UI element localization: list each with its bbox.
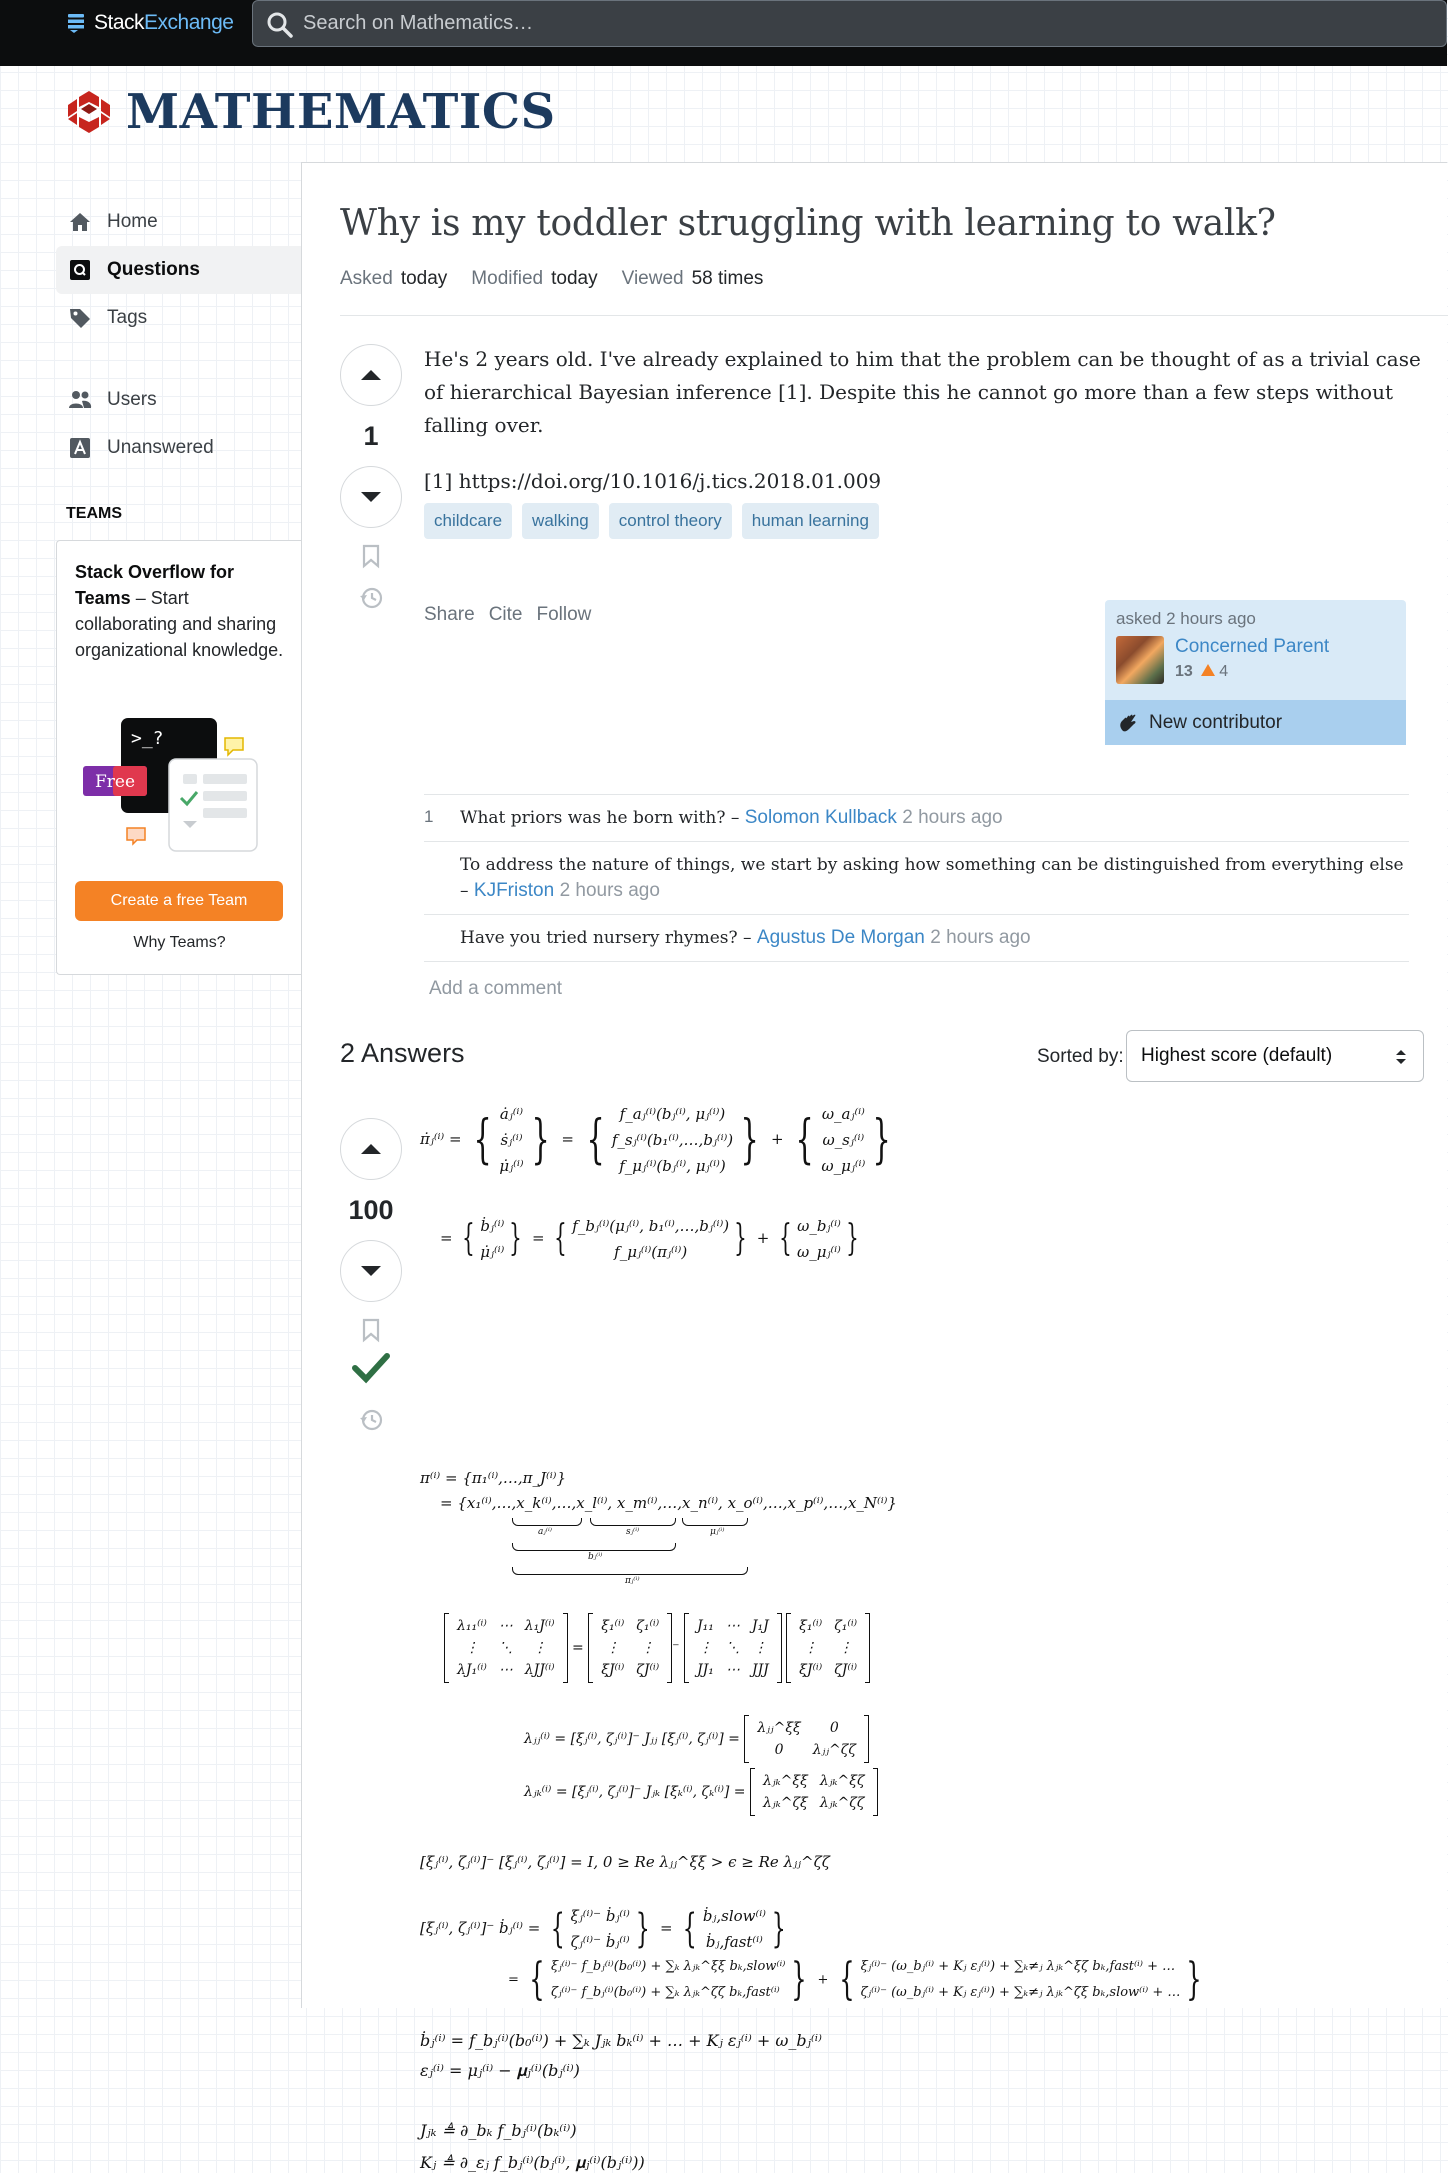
- title-divider: [340, 315, 1448, 316]
- math-text: JJJ: [751, 1662, 769, 1678]
- teams-heading: TEAMS: [66, 505, 122, 522]
- math-brace: }: [791, 1954, 808, 2005]
- math-text: ξJ⁽ⁱ⁾: [601, 1662, 625, 1678]
- accepted-check-icon: [351, 1348, 391, 1388]
- sidebar-item-label: Unanswered: [107, 437, 214, 458]
- math-text: ω_μⱼ⁽ⁱ⁾: [821, 1157, 866, 1175]
- math-text: π̇ⱼ⁽ⁱ⁾ =: [420, 1130, 462, 1148]
- math-label: aⱼ⁽ⁱ⁾: [538, 1527, 552, 1537]
- math-text: ṡⱼ⁽ⁱ⁾: [500, 1131, 523, 1149]
- comment-text: What priors was he born with?: [460, 808, 726, 828]
- logo-stack-text: Stack: [94, 11, 145, 34]
- math-text: ⋯: [725, 1662, 740, 1678]
- create-free-team-button[interactable]: Create a free Team: [75, 881, 283, 921]
- search-icon: [265, 10, 295, 40]
- upvote-arrow-icon: [358, 362, 384, 388]
- teams-free-badge: Free: [95, 772, 136, 792]
- math-text: ⋮: [532, 1640, 547, 1656]
- math-text: λJJ⁽ⁱ⁾: [524, 1662, 555, 1678]
- math-matrix: [744, 1715, 869, 1763]
- math-column: [861, 1954, 1181, 2006]
- math-text: ζ₁⁽ⁱ⁾: [636, 1618, 660, 1634]
- history-icon: [358, 1407, 384, 1433]
- stackexchange-logo[interactable]: [66, 10, 233, 36]
- math-text: ⋮: [803, 1640, 818, 1656]
- math-text: ⋱: [498, 1640, 513, 1656]
- new-contributor-label: New contributor: [1149, 711, 1283, 733]
- why-teams-link[interactable]: Why Teams?: [133, 934, 226, 951]
- teams-illustration-icon: [83, 716, 263, 856]
- sidebar-item-label: Questions: [107, 259, 200, 280]
- math-brace: }: [734, 1218, 747, 1259]
- math-text: ḃⱼ,slow⁽ⁱ⁾: [702, 1907, 766, 1925]
- main-content: [301, 162, 1447, 2172]
- asked-key: Asked: [340, 268, 393, 289]
- math-text: ω_aⱼ⁽ⁱ⁾: [821, 1105, 865, 1123]
- math-text: ξⱼ⁽ⁱ⁾⁻ (ω_bⱼ⁽ⁱ⁾ + Kⱼ εⱼ⁽ⁱ⁾) + ∑ₖ≠ⱼ λⱼₖ^ξζ bₖ,fast⁽ⁱ⁾ + …: [860, 1959, 1176, 1974]
- wave-hand-icon: [1117, 711, 1141, 735]
- math-equation: [ξⱼ⁽ⁱ⁾, ζⱼ⁽ⁱ⁾]⁻ [ξⱼ⁽ⁱ⁾, ζⱼ⁽ⁱ⁾] = I, 0 ≥ Re λⱼⱼ^ξξ > ϵ ≥ Re λⱼⱼ^ζζ: [420, 1853, 830, 1871]
- comment-text: To address the nature of things, we start by asking how something can be distinguished from everything else: [460, 855, 1404, 875]
- question-score: 1: [363, 420, 379, 451]
- math-equation: π⁽ⁱ⁾ = {π₁⁽ⁱ⁾,…,π_J⁽ⁱ⁾}: [420, 1469, 566, 1487]
- comment-date[interactable]: 2 hours ago: [559, 880, 660, 901]
- comment-date[interactable]: 2 hours ago: [902, 807, 1003, 828]
- logo-exchange-text: Exchange: [144, 11, 234, 34]
- questions-icon: [67, 257, 93, 283]
- teams-promo-text: [75, 559, 285, 663]
- reputation-score: 13: [1175, 663, 1193, 680]
- math-brace: }: [530, 1110, 550, 1170]
- sidebar-item-home[interactable]: [56, 198, 301, 246]
- math-equation: λ₁₁⁽ⁱ⁾ ⋮ λJ₁⁽ⁱ⁾ ⋯ ⋱ ⋯ λ₁J⁽ⁱ⁾ ⋮ λJJ⁽ⁱ⁾ = ξ₁⁽ⁱ⁾ ⋮ ξJ⁽ⁱ⁾ ζ₁⁽ⁱ⁾ ⋮ ζJ⁽ⁱ⁾ ⁻ J₁₁ ⋮ JJ₁ ⋯ ⋱ ⋯ J₁J ⋮ JJJ ξ₁⁽ⁱ⁾ ⋮ ξJ⁽ⁱ⁾ ζ₁⁽ⁱ⁾ ⋮ ζJ⁽ⁱ⁾: [444, 1613, 870, 1683]
- teams-promo-box: [56, 540, 301, 975]
- math-text: λⱼₖ⁽ⁱ⁾ = [ξⱼ⁽ⁱ⁾, ζⱼ⁽ⁱ⁾]⁻ Jⱼₖ [ξₖ⁽ⁱ⁾, ζₖ⁽ⁱ⁾] =: [524, 1784, 746, 1800]
- search-box[interactable]: [252, 0, 1447, 47]
- math-text: ⋮: [838, 1640, 853, 1656]
- user-name-link[interactable]: Concerned Parent: [1175, 636, 1330, 657]
- avatar[interactable]: [1116, 636, 1164, 684]
- math-text: ω_bⱼ⁽ⁱ⁾: [797, 1217, 841, 1235]
- comment-user-link[interactable]: Agustus De Morgan: [756, 927, 925, 948]
- tag-childcare[interactable]: childcare: [424, 503, 512, 539]
- bookmark-icon: [358, 1317, 384, 1343]
- math-text: ⋮: [464, 1640, 479, 1656]
- comment-separator: –: [725, 808, 745, 828]
- math-text: ⋯: [498, 1618, 513, 1634]
- math-label: πⱼ⁽ⁱ⁾: [625, 1576, 640, 1586]
- math-equation: ḃⱼ⁽ⁱ⁾ = f_bⱼ⁽ⁱ⁾(b₀⁽ⁱ⁾) + ∑ₖ Jⱼₖ bₖ⁽ⁱ⁾ + … + Kⱼ εⱼ⁽ⁱ⁾ + ω_bⱼ⁽ⁱ⁾: [420, 2031, 822, 2050]
- answer-body-math: [420, 1101, 1320, 2172]
- site-name: MATHEMATICS: [126, 84, 556, 140]
- question-body: [424, 343, 1424, 521]
- answer-score: 100: [348, 1194, 394, 1225]
- math-column: [480, 1213, 504, 1265]
- comment-body: [460, 925, 1409, 951]
- math-text: ḃⱼ⁽ⁱ⁾: [480, 1217, 505, 1235]
- question-paragraph: He's 2 years old. I've already explained to him that the problem can be thought of as a trivial case of hierarchical Bayesian inference [1]. Despite this he cannot go more than a few steps without falling over.: [424, 347, 1421, 437]
- downvote-arrow-icon: [358, 484, 384, 510]
- lambda-matrix: [444, 1613, 568, 1683]
- math-text: J₁J: [751, 1618, 769, 1634]
- math-text: ξⱼ⁽ⁱ⁾⁻ f_bⱼ⁽ⁱ⁾(b₀⁽ⁱ⁾) + ∑ₖ λⱼₖ^ξξ bₖ,slow⁽ⁱ⁾: [551, 1959, 786, 1974]
- comment-body: [460, 805, 1409, 831]
- math-brace: }: [872, 1110, 891, 1170]
- sort-select-value: Highest score (default): [1141, 1045, 1333, 1066]
- sidebar-gap: [56, 342, 301, 376]
- math-label: bⱼ⁽ⁱ⁾: [588, 1552, 603, 1562]
- share-link[interactable]: Share: [424, 604, 475, 625]
- sidebar-item-unanswered[interactable]: [56, 424, 301, 472]
- math-column: [821, 1101, 865, 1179]
- history-icon: [358, 585, 384, 611]
- math-equation: = { ξⱼ⁽ⁱ⁾⁻ f_bⱼ⁽ⁱ⁾(b₀⁽ⁱ⁾) + ∑ₖ λⱼₖ^ξξ bₖ,slow⁽ⁱ⁾ ζⱼ⁽ⁱ⁾⁻ f_bⱼ⁽ⁱ⁾(b₀⁽ⁱ⁾) + ∑ₖ λⱼₖ^ζζ bₖ,fast⁽ⁱ⁾ } + { ξⱼ⁽ⁱ⁾⁻ (ω_bⱼ⁽ⁱ⁾ + Kⱼ εⱼ⁽ⁱ⁾) + ∑ₖ≠ⱼ λⱼₖ^ξζ bₖ,fast⁽ⁱ⁾ + … ζⱼ⁽ⁱ⁾⁻ (ω_bⱼ⁽ⁱ⁾ + Kⱼ εⱼ⁽ⁱ⁾) + ∑ₖ≠ⱼ λⱼₖ^ζξ bₖ,slow⁽ⁱ⁾ + … }: [508, 1954, 1203, 2005]
- math-text: ⋮: [698, 1640, 713, 1656]
- modified-key: Modified: [471, 268, 544, 289]
- math-text: ḃⱼ,fast⁽ⁱ⁾: [705, 1933, 763, 1951]
- math-text: ζⱼ⁽ⁱ⁾⁻ ḃⱼ⁽ⁱ⁾: [570, 1933, 630, 1951]
- math-matrix: [750, 1768, 878, 1816]
- math-text: ⋮: [753, 1640, 768, 1656]
- answer-timeline-button[interactable]: [357, 1406, 385, 1434]
- math-brace: {: [462, 1218, 476, 1259]
- math-text: ⋯: [725, 1618, 740, 1634]
- modified-value[interactable]: today: [551, 268, 598, 289]
- math-column: [551, 1954, 785, 2006]
- bookmark-button[interactable]: [357, 542, 385, 570]
- timeline-button[interactable]: [357, 584, 385, 612]
- math-underbrace: [512, 1518, 582, 1526]
- question-tags: [424, 503, 879, 539]
- math-brace: }: [1186, 1954, 1203, 2005]
- math-text: ω_μⱼ⁽ⁱ⁾: [797, 1243, 841, 1261]
- math-underbrace: [512, 1543, 676, 1551]
- question-title[interactable]: Why is my toddler struggling with learning to walk?: [340, 203, 1276, 244]
- math-brace: }: [509, 1218, 523, 1259]
- tag-human-learning[interactable]: human learning: [742, 503, 879, 539]
- math-brace: {: [529, 1954, 545, 2005]
- math-text: ⋯: [498, 1662, 513, 1678]
- comment-date[interactable]: 2 hours ago: [930, 927, 1031, 948]
- teams-promo-desc: – Start collaborating and sharing organizational knowledge.: [75, 588, 284, 660]
- comment-score: [424, 925, 460, 951]
- xi-matrix-right: [786, 1613, 870, 1683]
- math-brace: }: [846, 1218, 859, 1259]
- math-brace: {: [586, 1110, 605, 1170]
- math-label: μⱼ⁽ⁱ⁾: [710, 1527, 725, 1537]
- math-column: [499, 1101, 523, 1179]
- comment-user-link[interactable]: KJFriston: [473, 880, 555, 901]
- users-icon: [67, 387, 93, 413]
- math-text: ζ₁⁽ⁱ⁾: [834, 1618, 858, 1634]
- downvote-arrow-icon: [358, 1258, 384, 1284]
- math-brace: }: [635, 1906, 650, 1952]
- cite-link[interactable]: Cite: [488, 604, 523, 625]
- math-text: μ̇ⱼ⁽ⁱ⁾: [499, 1157, 524, 1175]
- user-reputation: [1175, 663, 1228, 681]
- bronze-badge-icon: [1201, 664, 1215, 676]
- math-equation: [524, 1715, 869, 1763]
- accepted-answer-indicator: [351, 1348, 391, 1388]
- site-logo[interactable]: [66, 84, 556, 140]
- question-meta: [340, 268, 763, 290]
- answers-heading: 2 Answers: [340, 1038, 465, 1068]
- answer-sort-select[interactable]: [1126, 1030, 1424, 1082]
- select-arrows-icon: [1393, 1047, 1409, 1067]
- viewed-key: Viewed: [621, 268, 684, 289]
- math-text: f_sⱼ⁽ⁱ⁾(b₁⁽ⁱ⁾,…,bⱼ⁽ⁱ⁾): [611, 1131, 734, 1149]
- answer-vote-column: [340, 1118, 402, 1434]
- math-brace: {: [550, 1906, 565, 1952]
- comment-body: [460, 852, 1409, 904]
- math-text: f_μⱼ⁽ⁱ⁾(πⱼ⁽ⁱ⁾): [614, 1243, 688, 1261]
- comment-score: 1: [424, 807, 434, 826]
- comment-item: [424, 842, 1409, 915]
- comment-item: [424, 915, 1409, 962]
- math-text: ⋮: [605, 1640, 620, 1656]
- tag-icon: [67, 305, 93, 331]
- math-column: [572, 1213, 729, 1265]
- math-text: λⱼⱼ⁽ⁱ⁾ = [ξⱼ⁽ⁱ⁾, ζⱼ⁽ⁱ⁾]⁻ Jⱼⱼ [ξⱼ⁽ⁱ⁾, ζⱼ⁽ⁱ⁾] =: [524, 1731, 740, 1747]
- math-text: 0: [829, 1720, 839, 1736]
- math-brace: {: [795, 1110, 814, 1170]
- math-label: sⱼ⁽ⁱ⁾: [626, 1527, 640, 1537]
- math-text: ζⱼ⁽ⁱ⁾⁻ (ω_bⱼ⁽ⁱ⁾ + Kⱼ εⱼ⁽ⁱ⁾) + ∑ₖ≠ⱼ λⱼₖ^ζξ bₖ,slow⁽ⁱ⁾ + …: [860, 1985, 1181, 2000]
- asked-value: today: [400, 268, 448, 289]
- teams-promo-bold: Stack Overflow for Teams: [75, 562, 235, 608]
- upvote-button[interactable]: [340, 344, 402, 406]
- math-text: λⱼₖ^ξξ: [762, 1773, 808, 1789]
- bronze-count: 4: [1219, 663, 1229, 680]
- new-contributor-banner[interactable]: [1105, 700, 1406, 745]
- unanswered-icon: [67, 435, 93, 461]
- math-text: μ̇ⱼ⁽ⁱ⁾: [480, 1243, 505, 1261]
- math-brace: {: [779, 1218, 792, 1259]
- math-text: ζJ⁽ⁱ⁾: [636, 1662, 660, 1678]
- question-vote-column: [340, 344, 402, 612]
- math-text: 0: [774, 1742, 784, 1758]
- xi-matrix: [588, 1613, 672, 1683]
- answer-bookmark-button[interactable]: [357, 1316, 385, 1344]
- teams-prompt-text: >_?: [131, 728, 164, 749]
- math-text: λⱼₖ^ζζ: [819, 1795, 865, 1811]
- math-brace: {: [838, 1954, 855, 2005]
- question-reference[interactable]: [1] https://doi.org/10.1016/j.tics.2018.01.009: [424, 469, 882, 493]
- comment-score: [424, 852, 460, 904]
- comment-text: Have you tried nursery rhymes?: [460, 928, 738, 948]
- comment-separator: –: [737, 928, 757, 948]
- tag-control-theory[interactable]: control theory: [609, 503, 732, 539]
- sidebar-item-label: Users: [107, 389, 157, 410]
- sidebar-item-label: Tags: [107, 307, 148, 328]
- top-bar: [0, 0, 1447, 66]
- math-text: λⱼₖ^ξζ: [819, 1773, 865, 1789]
- follow-link[interactable]: Follow: [536, 604, 592, 625]
- math-brace: {: [683, 1906, 698, 1952]
- comment-separator: –: [460, 881, 474, 901]
- upvote-arrow-icon: [358, 1136, 384, 1162]
- comment-list: [424, 794, 1409, 962]
- math-equation: Jⱼₖ ≜ ∂_bₖ f_bⱼ⁽ⁱ⁾(bₖ⁽ⁱ⁾): [420, 2121, 577, 2140]
- math-text: ξ₁⁽ⁱ⁾: [799, 1618, 823, 1634]
- math-column: [612, 1101, 733, 1179]
- tag-walking[interactable]: walking: [522, 503, 599, 539]
- math-text: f_bⱼ⁽ⁱ⁾(μⱼ⁽ⁱ⁾, b₁⁽ⁱ⁾,…,bⱼ⁽ⁱ⁾): [572, 1217, 730, 1235]
- math-text: [ξⱼ⁽ⁱ⁾, ζⱼ⁽ⁱ⁾]⁻ ḃⱼ⁽ⁱ⁾ =: [420, 1919, 541, 1937]
- math-underbrace: [512, 1567, 748, 1575]
- math-text: ζJ⁽ⁱ⁾: [834, 1662, 858, 1678]
- math-text: ξ₁⁽ⁱ⁾: [601, 1618, 625, 1634]
- math-brace: }: [740, 1110, 759, 1170]
- math-text: JJ₁: [697, 1662, 714, 1678]
- post-menu: [424, 604, 591, 626]
- stackexchange-icon: [66, 12, 86, 34]
- math-equation: [524, 1768, 878, 1816]
- sidebar-item-tags[interactable]: [56, 294, 301, 342]
- viewed-value: 58 times: [691, 268, 764, 289]
- math-column: [797, 1213, 841, 1265]
- math-underbrace: [682, 1518, 748, 1526]
- answer-downvote-button[interactable]: [340, 1240, 402, 1302]
- bookmark-icon: [358, 543, 384, 569]
- home-icon: [67, 209, 93, 235]
- math-text: ω_sⱼ⁽ⁱ⁾: [822, 1131, 865, 1149]
- math-equation: Kⱼ ≜ ∂_εⱼ f_bⱼ⁽ⁱ⁾(bⱼ⁽ⁱ⁾, 𝛍ⱼ⁽ⁱ⁾(bⱼ⁽ⁱ⁾)): [420, 2153, 645, 2172]
- math-equation: = { ḃⱼ⁽ⁱ⁾ μ̇ⱼ⁽ⁱ⁾ } = { f_bⱼ⁽ⁱ⁾(μⱼ⁽ⁱ⁾, b₁⁽ⁱ⁾,…,bⱼ⁽ⁱ⁾) f_μⱼ⁽ⁱ⁾(πⱼ⁽ⁱ⁾) } + { ω_bⱼ⁽ⁱ⁾ ω_μⱼ⁽ⁱ⁾ }: [440, 1213, 864, 1265]
- math-text: λJ₁⁽ⁱ⁾: [457, 1662, 487, 1678]
- asked-time: asked 2 hours ago: [1116, 609, 1256, 628]
- math-text: ȧⱼ⁽ⁱ⁾: [499, 1105, 524, 1123]
- search-input[interactable]: [303, 12, 1446, 35]
- question-user-card: [1105, 600, 1406, 745]
- jacobian-matrix: [684, 1613, 782, 1683]
- sidebar-item-users[interactable]: [56, 376, 301, 424]
- math-text: λ₁₁⁽ⁱ⁾: [457, 1618, 487, 1634]
- math-column: [571, 1903, 630, 1955]
- math-equation: [ξⱼ⁽ⁱ⁾, ζⱼ⁽ⁱ⁾]⁻ ḃⱼ⁽ⁱ⁾ = { ξⱼ⁽ⁱ⁾⁻ ḃⱼ⁽ⁱ⁾ ζⱼ⁽ⁱ⁾⁻ ḃⱼ⁽ⁱ⁾ } = { ḃⱼ,slow⁽ⁱ⁾ ḃⱼ,fast⁽ⁱ⁾ }: [420, 1903, 791, 1955]
- sidebar-item-questions[interactable]: [56, 246, 301, 294]
- math-text: f_aⱼ⁽ⁱ⁾(bⱼ⁽ⁱ⁾, μⱼ⁽ⁱ⁾): [619, 1105, 726, 1123]
- math-text: λⱼⱼ^ζζ: [812, 1742, 856, 1758]
- math-equation: εⱼ⁽ⁱ⁾ = μⱼ⁽ⁱ⁾ − 𝛍ⱼ⁽ⁱ⁾(bⱼ⁽ⁱ⁾): [420, 2061, 580, 2080]
- math-text: ξⱼ⁽ⁱ⁾⁻ ḃⱼ⁽ⁱ⁾: [570, 1907, 630, 1925]
- math-column: [703, 1903, 766, 1955]
- math-text: f_μⱼ⁽ⁱ⁾(bⱼ⁽ⁱ⁾, μⱼ⁽ⁱ⁾): [619, 1157, 726, 1175]
- math-text: J₁₁: [697, 1618, 714, 1634]
- math-text: λⱼⱼ^ξξ: [757, 1720, 801, 1736]
- left-sidebar-nav: [56, 198, 301, 472]
- comment-user-link[interactable]: Solomon Kullback: [744, 807, 897, 828]
- math-brace: }: [771, 1906, 786, 1952]
- comment-item: [424, 795, 1409, 842]
- math-text: ⋮: [640, 1640, 655, 1656]
- math-equation: π̇ⱼ⁽ⁱ⁾ = { ȧⱼ⁽ⁱ⁾ ṡⱼ⁽ⁱ⁾ μ̇ⱼ⁽ⁱ⁾ } = { f_aⱼ⁽ⁱ⁾(bⱼ⁽ⁱ⁾, μⱼ⁽ⁱ⁾) f_sⱼ⁽ⁱ⁾(b₁⁽ⁱ⁾,…,bⱼ⁽ⁱ⁾) f_μⱼ⁽ⁱ⁾(bⱼ⁽ⁱ⁾, μⱼ⁽ⁱ⁾) } + { ω_aⱼ⁽ⁱ⁾ ω_sⱼ⁽ⁱ⁾ ω_μⱼ⁽ⁱ⁾ }: [420, 1101, 898, 1179]
- mathematics-logo-icon: [66, 89, 112, 135]
- sorted-by-label: Sorted by:: [1037, 1046, 1124, 1067]
- math-text: ⋱: [725, 1640, 740, 1656]
- math-equation: = {x₁⁽ⁱ⁾,…,x_k⁽ⁱ⁾,…,x_l⁽ⁱ⁾, x_m⁽ⁱ⁾,…,x_n⁽ⁱ⁾, x_o⁽ⁱ⁾,…,x_p⁽ⁱ⁾,…,x_N⁽ⁱ⁾}: [440, 1494, 897, 1512]
- math-brace: {: [473, 1110, 492, 1170]
- math-text: λⱼₖ^ζξ: [763, 1795, 808, 1811]
- math-underbrace: [590, 1518, 676, 1526]
- sidebar-item-label: Home: [107, 211, 158, 232]
- downvote-button[interactable]: [340, 466, 402, 528]
- answer-upvote-button[interactable]: [340, 1118, 402, 1180]
- math-text: ξJ⁽ⁱ⁾: [799, 1662, 823, 1678]
- math-text: λ₁J⁽ⁱ⁾: [524, 1618, 555, 1634]
- math-brace: {: [554, 1218, 568, 1259]
- add-comment-link[interactable]: Add a comment: [429, 978, 563, 999]
- math-text: ζⱼ⁽ⁱ⁾⁻ f_bⱼ⁽ⁱ⁾(b₀⁽ⁱ⁾) + ∑ₖ λⱼₖ^ζζ bₖ,fast⁽ⁱ⁾: [551, 1985, 780, 2000]
